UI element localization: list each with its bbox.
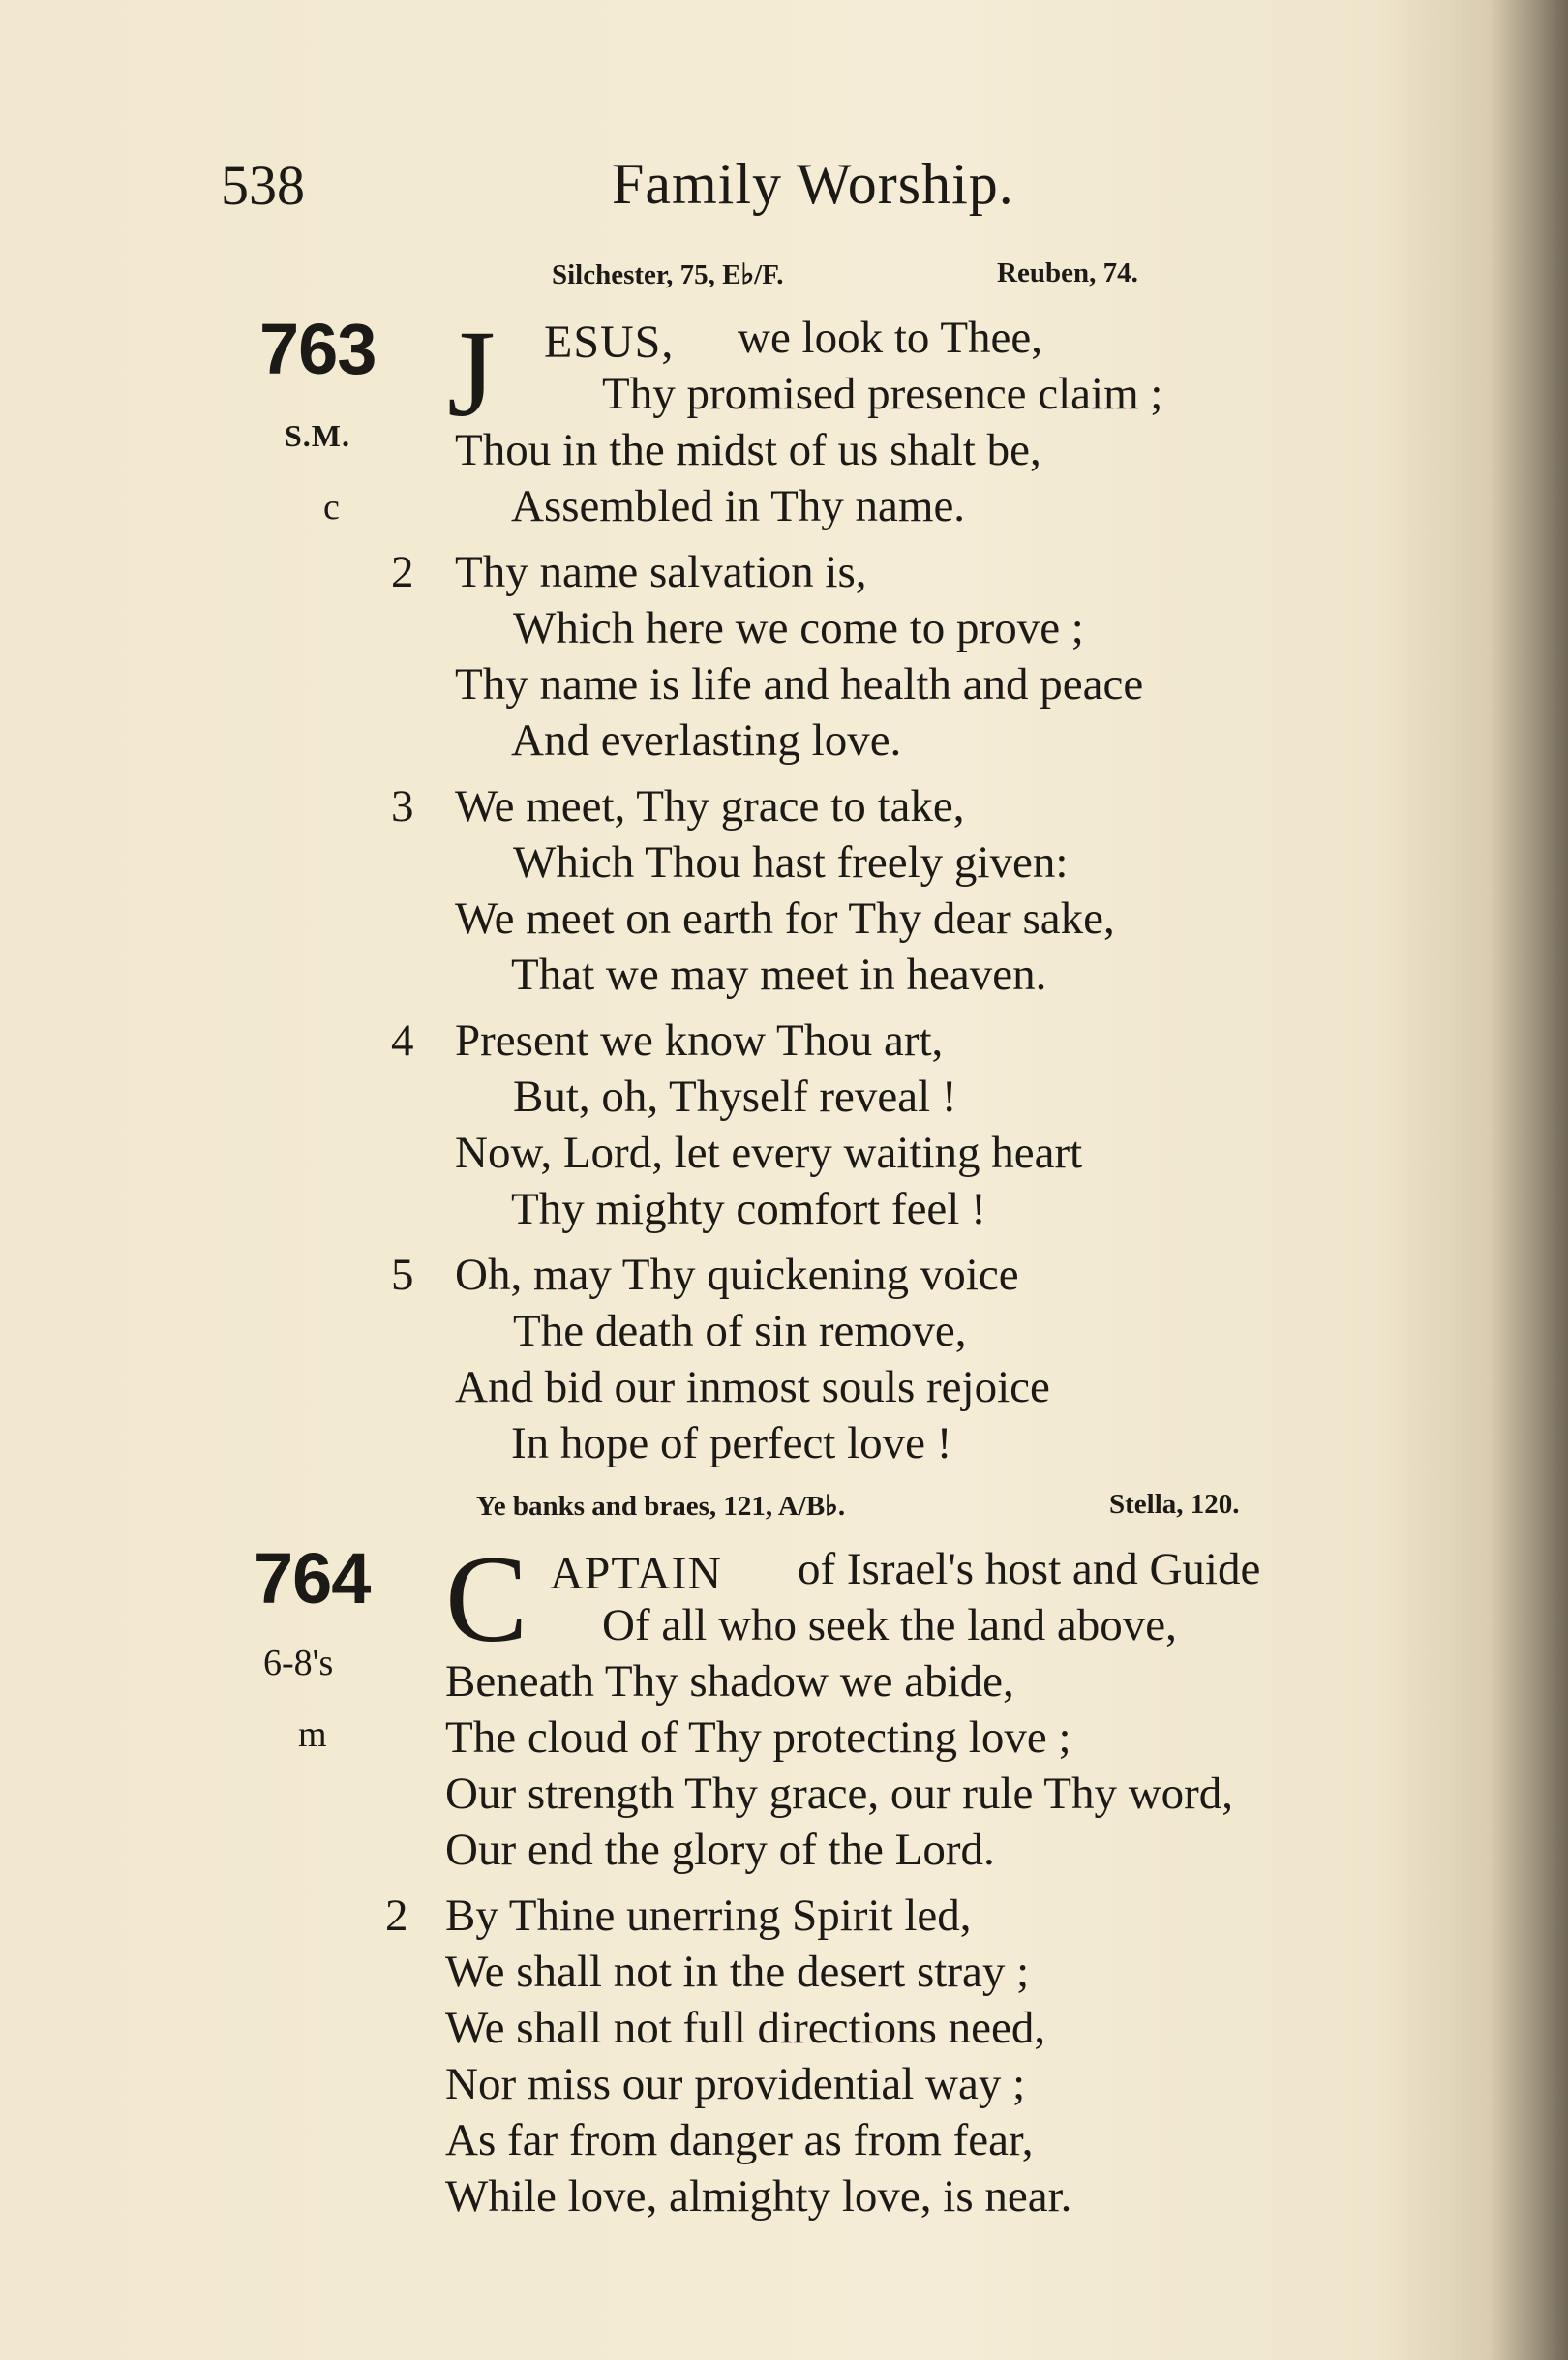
verse-line: Which Thou hast freely given: [513,837,1069,888]
tune-name: Reuben, 74. [997,257,1138,288]
verse-number: 2 [391,547,414,597]
verse-line: Assembled in Thy name. [511,481,966,531]
drop-cap: J [447,305,496,442]
running-title: Family Worship. [612,152,1014,216]
verse-line: we look to Thee, [738,313,1043,363]
tune-name: Silchester, 75, E♭/F. [552,259,784,290]
hymn-number: 764 [254,1538,371,1619]
capitalized-first-word: APTAIN [550,1548,723,1599]
verse-line: In hope of perfect love ! [511,1418,952,1468]
verse-number: 5 [391,1250,414,1300]
verse-line: And bid our inmost souls rejoice [455,1362,1050,1412]
verse-line: We shall not full directions need, [445,2003,1046,2053]
verse-line: While love, almighty love, is near. [445,2171,1072,2222]
verse-number: 3 [391,781,414,832]
verse-line: Beneath Thy shadow we abide, [445,1656,1014,1707]
page-header [0,145,1568,232]
verse-line: Oh, may Thy quickening voice [455,1250,1019,1300]
dynamic-mark: c [323,487,340,528]
verse-line: By Thine unerring Spirit led, [445,1891,972,1941]
meter: S.M. [285,418,350,453]
verse-line: We meet, Thy grace to take, [455,781,965,832]
verse-number: 4 [391,1015,414,1066]
verse-line: Our strength Thy grace, our rule Thy word, [445,1769,1234,1819]
verse-number: 2 [385,1891,408,1941]
verse-line: Nor miss our providential way ; [445,2059,1026,2109]
verse-line: And everlasting love. [511,715,902,766]
verse-line: The death of sin remove, [513,1306,967,1356]
verse-line: That we may meet in heaven. [511,950,1047,1000]
tune-name: Ye banks and braes, 121, A/B♭. [476,1491,846,1522]
verse-line: The cloud of Thy protecting love ; [445,1712,1071,1763]
verse-line: Present we know Thou art, [455,1015,944,1066]
tune-name: Stella, 120. [1109,1489,1240,1520]
verse-line: Now, Lord, let every waiting heart [455,1128,1083,1178]
verse-line: Which here we come to prove ; [513,603,1084,653]
verse-line: Our end the glory of the Lord. [445,1825,995,1875]
verse-line: Thy name salvation is, [455,547,867,597]
verse-line: Thy name is life and health and peace [455,659,1144,710]
verse-line: Thy mighty comfort feel ! [511,1184,986,1234]
page-number: 538 [221,154,305,217]
verse-line: of Israel's host and Guide [798,1544,1261,1594]
drop-cap: C [445,1530,528,1668]
verse-line: Thou in the midst of us shalt be, [455,425,1041,475]
meter: 6-8's [263,1643,334,1683]
capitalized-first-word: ESUS, [544,317,675,368]
verse-line: We shall not in the desert stray ; [445,1947,1030,1997]
dynamic-mark: m [298,1714,327,1755]
verse-line: Thy promised presence claim ; [602,369,1163,419]
hymn-number: 763 [259,309,377,389]
verse-line: We meet on earth for Thy dear sake, [455,893,1115,944]
verse-line: Of all who seek the land above, [602,1600,1177,1650]
verse-line: As far from danger as from fear, [445,2115,1034,2165]
verse-line: But, oh, Thyself reveal ! [513,1072,957,1122]
